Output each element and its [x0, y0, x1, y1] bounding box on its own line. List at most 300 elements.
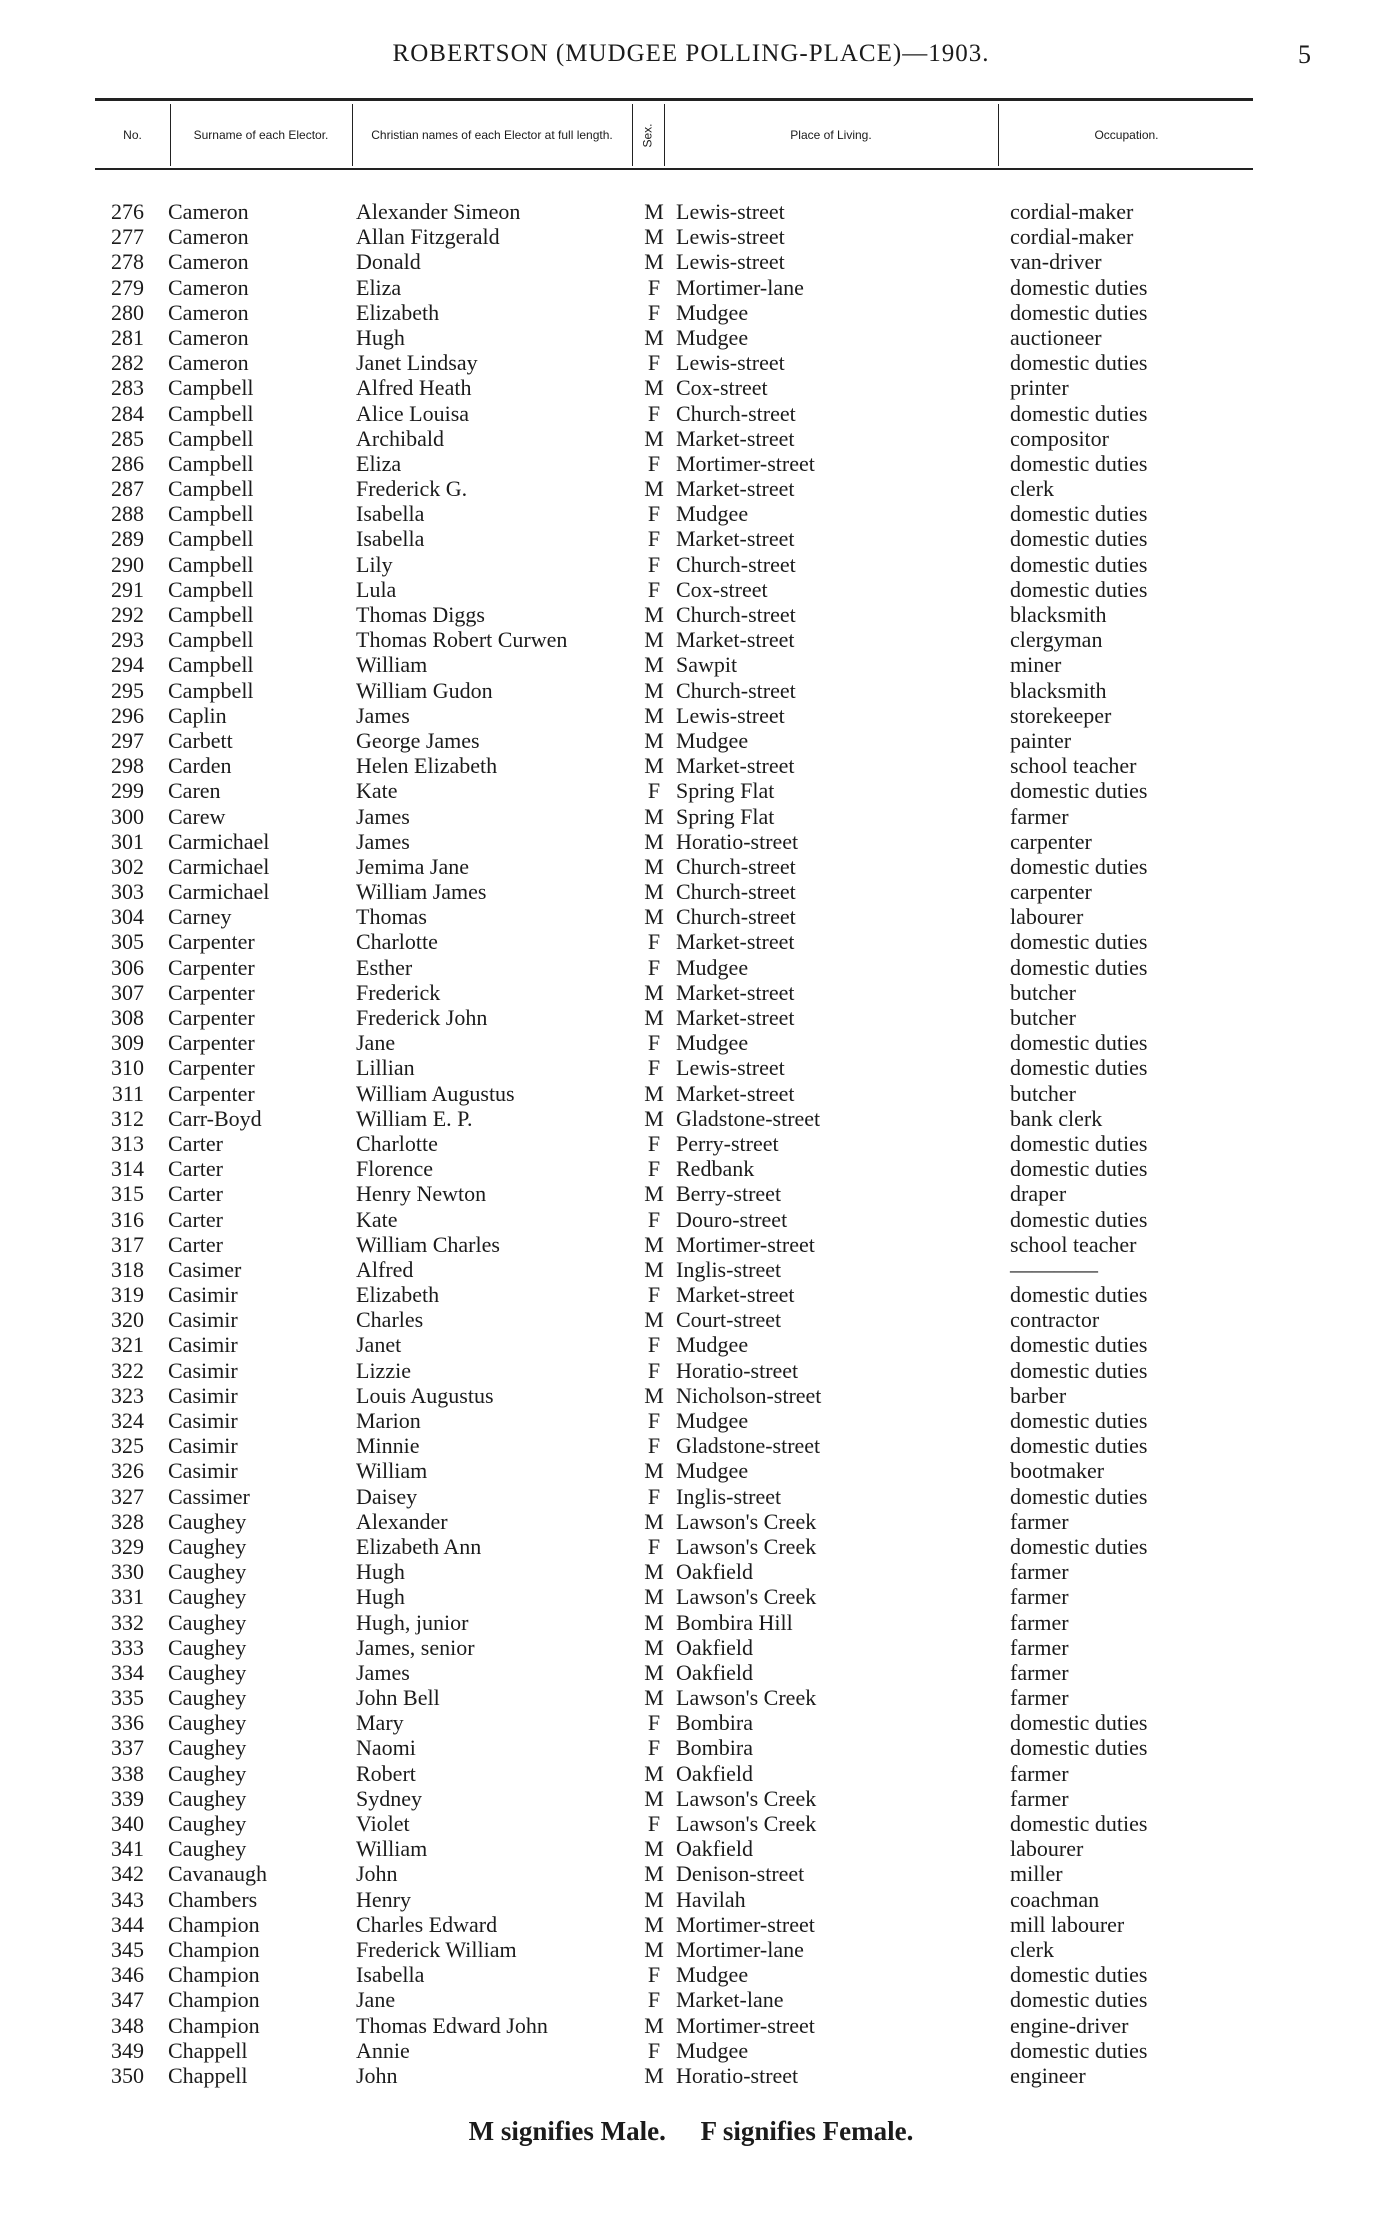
table-row	[0, 1106, 1382, 1131]
elector-sex: F	[647, 576, 661, 602]
elector-christian-names: Alfred	[356, 1256, 414, 1282]
elector-sex: M	[644, 1886, 664, 1912]
elector-number: 319	[111, 1282, 144, 1308]
elector-number: 286	[111, 450, 144, 476]
elector-number: 336	[111, 1710, 144, 1736]
elector-occupation: cordial-maker	[1010, 224, 1134, 250]
elector-occupation: butcher	[1010, 1005, 1076, 1030]
elector-sex: F	[647, 1055, 661, 1081]
elector-surname: Campbell	[168, 652, 254, 678]
table-row	[0, 602, 1382, 627]
elector-occupation: domestic duties	[1010, 350, 1148, 376]
elector-place: Church-street	[676, 853, 796, 879]
elector-surname: Caughey	[168, 1811, 247, 1836]
elector-sex: M	[644, 1785, 664, 1811]
elector-occupation: domestic duties	[1010, 274, 1148, 300]
elector-surname: Carr-Boyd	[168, 1105, 262, 1131]
elector-surname: Campbell	[168, 627, 254, 653]
table-row	[0, 224, 1382, 249]
elector-place: Mudgee	[676, 1408, 749, 1433]
elector-place: Lewis-street	[676, 702, 785, 728]
elector-occupation: blacksmith	[1010, 677, 1107, 703]
table-row	[0, 929, 1382, 954]
elector-surname: Carter	[168, 1206, 223, 1232]
table-row	[0, 1937, 1382, 1962]
table-row	[0, 1207, 1382, 1232]
elector-surname: Carter	[168, 1181, 223, 1207]
elector-occupation: farmer	[1010, 1584, 1069, 1610]
elector-sex: M	[644, 1861, 664, 1887]
elector-christian-names: William Charles	[356, 1231, 500, 1257]
elector-christian-names: Charles Edward	[356, 1911, 498, 1937]
elector-number: 305	[111, 929, 144, 955]
elector-occupation: domestic duties	[1010, 853, 1148, 879]
elector-place: Douro-street	[676, 1206, 788, 1232]
elector-list	[0, 199, 1382, 2088]
table-row	[0, 854, 1382, 879]
elector-place: Sawpit	[676, 652, 738, 678]
elector-occupation: carpenter	[1010, 828, 1092, 854]
elector-number: 310	[111, 1055, 144, 1081]
elector-number: 349	[111, 2037, 144, 2063]
elector-number: 278	[111, 249, 144, 275]
elector-christian-names: Henry	[356, 1886, 411, 1912]
elector-place: Oakfield	[676, 1760, 753, 1786]
elector-sex: F	[647, 1483, 661, 1509]
elector-place: Bombira	[676, 1710, 753, 1736]
elector-number: 304	[111, 904, 144, 930]
elector-surname: Cameron	[168, 299, 249, 325]
table-row	[0, 703, 1382, 728]
elector-christian-names: Robert	[356, 1760, 416, 1786]
elector-christian-names: William	[356, 1836, 428, 1862]
elector-surname: Casimer	[168, 1256, 242, 1282]
elector-occupation: compositor	[1010, 425, 1109, 451]
elector-christian-names: Janet Lindsay	[356, 350, 478, 376]
elector-occupation: coachman	[1010, 1886, 1100, 1912]
elector-surname: Cameron	[168, 199, 249, 224]
elector-christian-names: Daisey	[356, 1483, 418, 1509]
elector-sex: F	[647, 1130, 661, 1156]
elector-christian-names: James, senior	[356, 1634, 475, 1660]
elector-occupation: domestic duties	[1010, 778, 1148, 804]
elector-occupation: domestic duties	[1010, 929, 1148, 955]
elector-surname: Casimir	[168, 1307, 238, 1333]
elector-number: 299	[111, 778, 144, 804]
elector-sex: M	[644, 1005, 664, 1030]
table-row	[0, 879, 1382, 904]
elector-place: Market-street	[676, 627, 795, 653]
elector-christian-names: William Augustus	[356, 1080, 515, 1106]
elector-place: Mudgee	[676, 1332, 749, 1358]
elector-christian-names: William E. P.	[356, 1105, 473, 1131]
table-row	[0, 1257, 1382, 1282]
table-row	[0, 375, 1382, 400]
elector-occupation: labourer	[1010, 904, 1084, 930]
elector-occupation: ————	[1010, 1256, 1098, 1282]
elector-number: 320	[111, 1307, 144, 1333]
elector-christian-names: Alexander	[356, 1508, 448, 1534]
elector-surname: Caughey	[168, 1559, 247, 1585]
elector-occupation: domestic duties	[1010, 1962, 1148, 1988]
elector-number: 337	[111, 1735, 144, 1761]
table-row	[0, 1433, 1382, 1458]
elector-number: 298	[111, 753, 144, 779]
elector-surname: Carmichael	[168, 853, 270, 879]
elector-christian-names: Janet	[356, 1332, 402, 1358]
elector-place: Lewis-street	[676, 350, 785, 376]
elector-place: Church-street	[676, 677, 796, 703]
elector-number: 309	[111, 1030, 144, 1056]
table-row	[0, 1962, 1382, 1987]
elector-christian-names: Charlotte	[356, 929, 438, 955]
elector-surname: Casimir	[168, 1433, 238, 1459]
elector-christian-names: Donald	[356, 249, 421, 275]
elector-christian-names: Henry Newton	[356, 1181, 487, 1207]
elector-occupation: domestic duties	[1010, 1433, 1148, 1459]
elector-christian-names: Sydney	[356, 1785, 422, 1811]
column-header-no: No.	[123, 127, 142, 142]
elector-number: 332	[111, 1609, 144, 1635]
elector-sex: F	[647, 400, 661, 426]
elector-surname: Carden	[168, 753, 232, 779]
elector-place: Church-street	[676, 602, 796, 627]
elector-place: Mortimer-street	[676, 1911, 815, 1937]
table-row	[0, 1987, 1382, 2012]
elector-christian-names: Esther	[356, 954, 413, 980]
elector-occupation: domestic duties	[1010, 1710, 1148, 1736]
elector-occupation: miller	[1010, 1861, 1063, 1887]
elector-surname: Carew	[168, 803, 226, 829]
elector-sex: M	[644, 1911, 664, 1937]
elector-sex: M	[644, 249, 664, 275]
elector-occupation: cordial-maker	[1010, 199, 1134, 224]
table-row	[0, 199, 1382, 224]
elector-surname: Caughey	[168, 1735, 247, 1761]
table-row	[0, 1887, 1382, 1912]
elector-number: 297	[111, 727, 144, 753]
elector-place: Mudgee	[676, 501, 749, 527]
elector-place: Mudgee	[676, 324, 749, 350]
elector-number: 325	[111, 1433, 144, 1459]
table-row	[0, 325, 1382, 350]
elector-occupation: mill labourer	[1010, 1911, 1125, 1937]
elector-place: Mudgee	[676, 299, 749, 325]
elector-occupation: domestic duties	[1010, 1156, 1148, 1182]
elector-number: 329	[111, 1533, 144, 1559]
elector-sex: M	[644, 1105, 664, 1131]
elector-sex: F	[647, 1710, 661, 1736]
elector-surname: Carter	[168, 1130, 223, 1156]
elector-number: 317	[111, 1231, 144, 1257]
elector-surname: Campbell	[168, 400, 254, 426]
table-row	[0, 426, 1382, 451]
elector-christian-names: Louis Augustus	[356, 1382, 494, 1408]
elector-occupation: domestic duties	[1010, 1408, 1148, 1433]
elector-place: Gladstone-street	[676, 1105, 821, 1131]
elector-occupation: farmer	[1010, 1685, 1069, 1711]
elector-christian-names: Mary	[356, 1710, 404, 1736]
elector-place: Bombira Hill	[676, 1609, 793, 1635]
table-row	[0, 1156, 1382, 1181]
elector-number: 290	[111, 551, 144, 577]
table-row	[0, 1458, 1382, 1483]
elector-occupation: farmer	[1010, 1609, 1069, 1635]
elector-occupation: farmer	[1010, 1559, 1069, 1585]
elector-place: Oakfield	[676, 1559, 753, 1585]
column-header-surname: Surname of each Elector.	[193, 127, 329, 142]
elector-occupation: carpenter	[1010, 879, 1092, 905]
elector-occupation: domestic duties	[1010, 2037, 1148, 2063]
table-row	[0, 1181, 1382, 1206]
table-row	[0, 955, 1382, 980]
elector-place: Nicholson-street	[676, 1382, 822, 1408]
elector-number: 287	[111, 476, 144, 502]
elector-christian-names: Isabella	[356, 1962, 425, 1988]
table-row	[0, 804, 1382, 829]
elector-number: 312	[111, 1105, 144, 1131]
elector-number: 291	[111, 576, 144, 602]
elector-place: Redbank	[676, 1156, 755, 1182]
elector-christian-names: William	[356, 652, 428, 678]
elector-christian-names: Jane	[356, 1987, 396, 2013]
elector-christian-names: Hugh	[356, 324, 405, 350]
elector-surname: Campbell	[168, 551, 254, 577]
elector-christian-names: Alfred Heath	[356, 375, 472, 401]
table-row	[0, 1761, 1382, 1786]
table-row	[0, 1484, 1382, 1509]
elector-number: 295	[111, 677, 144, 703]
elector-place: Lawson's Creek	[676, 1584, 817, 1610]
elector-place: Lawson's Creek	[676, 1533, 817, 1559]
elector-surname: Caughey	[168, 1634, 247, 1660]
elector-place: Market-street	[676, 526, 795, 552]
elector-surname: Caughey	[168, 1584, 247, 1610]
elector-place: Market-street	[676, 753, 795, 779]
elector-christian-names: William Gudon	[356, 677, 493, 703]
elector-surname: Campbell	[168, 450, 254, 476]
elector-christian-names: Frederick	[356, 979, 441, 1005]
elector-place: Oakfield	[676, 1836, 753, 1862]
elector-place: Lawson's Creek	[676, 1508, 817, 1534]
elector-place: Mudgee	[676, 1962, 749, 1988]
elector-surname: Carpenter	[168, 1080, 255, 1106]
table-row	[0, 275, 1382, 300]
elector-number: 350	[111, 2062, 144, 2088]
elector-number: 279	[111, 274, 144, 300]
column-divider	[170, 104, 171, 166]
elector-christian-names: Florence	[356, 1156, 433, 1182]
elector-occupation: domestic duties	[1010, 450, 1148, 476]
elector-surname: Carter	[168, 1156, 223, 1182]
elector-place: Church-street	[676, 551, 796, 577]
elector-place: Mortimer-street	[676, 1231, 815, 1257]
elector-number: 331	[111, 1584, 144, 1610]
elector-surname: Casimir	[168, 1332, 238, 1358]
elector-occupation: miner	[1010, 652, 1062, 678]
elector-surname: Caren	[168, 778, 221, 804]
elector-number: 348	[111, 2012, 144, 2038]
elector-christian-names: Allan Fitzgerald	[356, 224, 500, 250]
elector-surname: Carpenter	[168, 1030, 255, 1056]
elector-surname: Chappell	[168, 2037, 248, 2063]
elector-sex: M	[644, 702, 664, 728]
elector-number: 342	[111, 1861, 144, 1887]
elector-occupation: domestic duties	[1010, 1206, 1148, 1232]
elector-place: Lawson's Creek	[676, 1785, 817, 1811]
elector-place: Market-street	[676, 979, 795, 1005]
elector-place: Gladstone-street	[676, 1433, 821, 1459]
elector-sex: M	[644, 652, 664, 678]
column-divider	[998, 104, 999, 166]
table-row	[0, 980, 1382, 1005]
elector-occupation: engine-driver	[1010, 2012, 1129, 2038]
elector-christian-names: Jane	[356, 1030, 396, 1056]
elector-christian-names: Charles	[356, 1307, 424, 1333]
elector-number: 292	[111, 602, 144, 627]
elector-surname: Chambers	[168, 1886, 258, 1912]
elector-surname: Champion	[168, 1987, 260, 2013]
elector-number: 318	[111, 1256, 144, 1282]
elector-sex: F	[647, 1987, 661, 2013]
table-row	[0, 350, 1382, 375]
elector-sex: M	[644, 1080, 664, 1106]
elector-occupation: clerk	[1010, 476, 1054, 502]
elector-christian-names: James	[356, 828, 410, 854]
elector-place: Oakfield	[676, 1634, 753, 1660]
elector-number: 327	[111, 1483, 144, 1509]
elector-number: 322	[111, 1357, 144, 1383]
elector-place: Lewis-street	[676, 1055, 785, 1081]
elector-surname: Caughey	[168, 1710, 247, 1736]
elector-number: 314	[111, 1156, 144, 1182]
elector-surname: Carpenter	[168, 954, 255, 980]
elector-number: 276	[111, 199, 144, 224]
table-row	[0, 1232, 1382, 1257]
elector-christian-names: Annie	[356, 2037, 410, 2063]
elector-christian-names: Elizabeth	[356, 1282, 440, 1308]
elector-occupation: domestic duties	[1010, 576, 1148, 602]
elector-sex: M	[644, 2062, 664, 2088]
table-header-rule	[95, 168, 1253, 170]
elector-number: 288	[111, 501, 144, 527]
elector-occupation: domestic duties	[1010, 1055, 1148, 1081]
column-header-sex	[634, 106, 662, 164]
elector-surname: Caughey	[168, 1836, 247, 1862]
elector-christian-names: Marion	[356, 1408, 421, 1433]
elector-christian-names: Thomas Edward John	[356, 2012, 548, 2038]
elector-place: Horatio-street	[676, 828, 799, 854]
elector-surname: Carpenter	[168, 979, 255, 1005]
elector-surname: Champion	[168, 1962, 260, 1988]
elector-occupation: engineer	[1010, 2062, 1086, 2088]
elector-place: Cox-street	[676, 576, 768, 602]
elector-sex: F	[647, 551, 661, 577]
elector-place: Horatio-street	[676, 2062, 799, 2088]
elector-sex: M	[644, 828, 664, 854]
elector-sex: F	[647, 1282, 661, 1308]
elector-number: 345	[111, 1936, 144, 1962]
elector-christian-names: Hugh, junior	[356, 1609, 469, 1635]
table-row	[0, 1005, 1382, 1030]
elector-number: 294	[111, 652, 144, 678]
elector-place: Church-street	[676, 904, 796, 930]
elector-occupation: domestic duties	[1010, 1987, 1148, 2013]
elector-sex: M	[644, 1685, 664, 1711]
elector-sex: M	[644, 1458, 664, 1484]
table-row	[0, 1358, 1382, 1383]
elector-occupation: clerk	[1010, 1936, 1054, 1962]
table-row	[0, 1786, 1382, 1811]
table-row	[0, 1584, 1382, 1609]
elector-surname: Caughey	[168, 1760, 247, 1786]
elector-place: Market-street	[676, 425, 795, 451]
elector-number: 293	[111, 627, 144, 653]
elector-occupation: butcher	[1010, 979, 1076, 1005]
column-header-christian-names: Christian names of each Elector at full length.	[371, 127, 613, 142]
table-row	[0, 401, 1382, 426]
elector-sex: F	[647, 1332, 661, 1358]
elector-surname: Cameron	[168, 249, 249, 275]
elector-number: 300	[111, 803, 144, 829]
elector-surname: Caughey	[168, 1508, 247, 1534]
elector-occupation: storekeeper	[1010, 702, 1112, 728]
elector-occupation: farmer	[1010, 803, 1069, 829]
elector-occupation: domestic duties	[1010, 400, 1148, 426]
elector-number: 334	[111, 1659, 144, 1685]
elector-sex: M	[644, 1760, 664, 1786]
elector-occupation: bank clerk	[1010, 1105, 1103, 1131]
elector-occupation: auctioneer	[1010, 324, 1102, 350]
elector-number: 301	[111, 828, 144, 854]
elector-number: 346	[111, 1962, 144, 1988]
elector-surname: Caughey	[168, 1533, 247, 1559]
elector-place: Market-street	[676, 1005, 795, 1030]
elector-number: 330	[111, 1559, 144, 1585]
elector-sex: F	[647, 1433, 661, 1459]
elector-sex: M	[644, 425, 664, 451]
table-row	[0, 2063, 1382, 2088]
elector-surname: Campbell	[168, 677, 254, 703]
elector-occupation: clergyman	[1010, 627, 1103, 653]
elector-christian-names: Lula	[356, 576, 397, 602]
table-row	[0, 2013, 1382, 2038]
table-row	[0, 1509, 1382, 1534]
elector-sex: M	[644, 602, 664, 627]
elector-place: Mudgee	[676, 2037, 749, 2063]
elector-place: Mortimer-lane	[676, 1936, 804, 1962]
table-row	[0, 526, 1382, 551]
male-legend: M signifies Male.	[468, 2116, 666, 2146]
elector-sex: M	[644, 1634, 664, 1660]
elector-place: Market-street	[676, 1080, 795, 1106]
elector-number: 333	[111, 1634, 144, 1660]
elector-christian-names: Charlotte	[356, 1130, 438, 1156]
elector-christian-names: William James	[356, 879, 487, 905]
elector-christian-names: James	[356, 702, 410, 728]
table-row	[0, 1836, 1382, 1861]
elector-occupation: van-driver	[1010, 249, 1102, 275]
elector-christian-names: Lizzie	[356, 1357, 411, 1383]
elector-place: Court-street	[676, 1307, 782, 1333]
elector-sex: M	[644, 1559, 664, 1585]
elector-surname: Carter	[168, 1231, 223, 1257]
elector-surname: Cavanaugh	[168, 1861, 267, 1887]
elector-sex: F	[647, 778, 661, 804]
elector-surname: Casimir	[168, 1408, 238, 1433]
elector-number: 308	[111, 1005, 144, 1030]
elector-number: 306	[111, 954, 144, 980]
